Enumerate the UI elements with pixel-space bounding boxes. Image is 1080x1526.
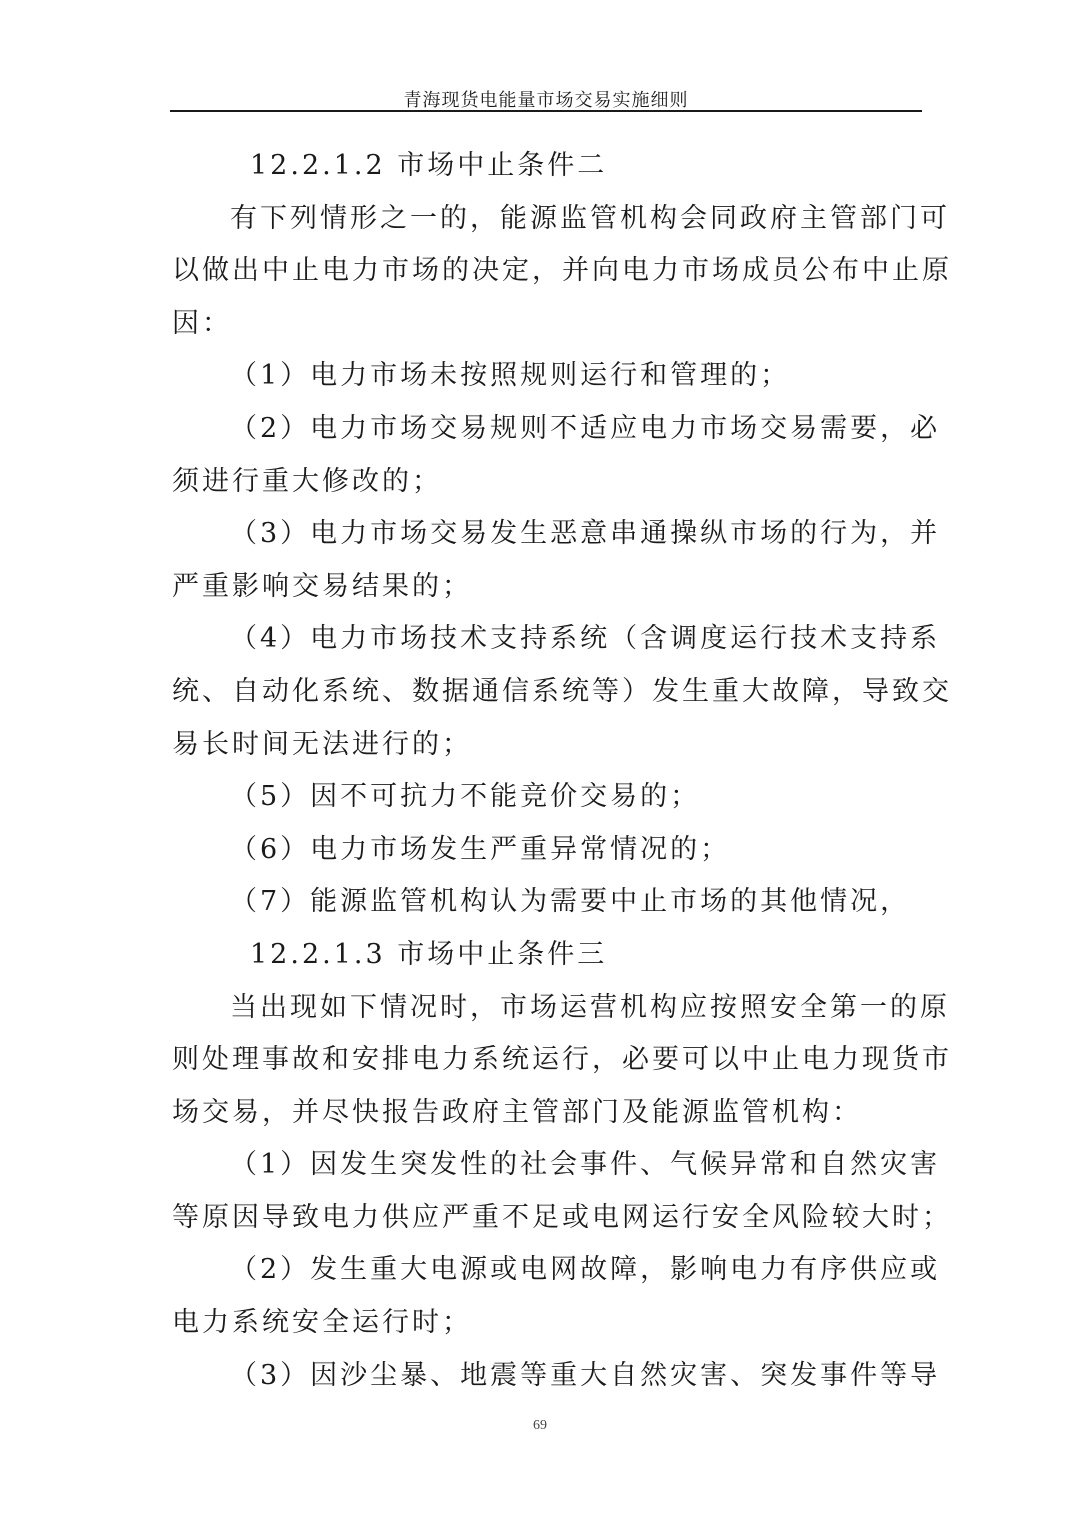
text-line: 等原因导致电力供应严重不足或电网运行安全风险较大时； bbox=[172, 1201, 952, 1233]
text-line: （5）因不可抗力不能竞价交易的； bbox=[230, 781, 701, 813]
text-line: 易长时间无法进行的； bbox=[172, 728, 472, 760]
text-line: 严重影响交易结果的； bbox=[172, 570, 472, 602]
text-line: 当出现如下情况时，市场运营机构应按照安全第一的原 bbox=[230, 991, 950, 1023]
text-line: （2）发生重大电源或电网故障，影响电力有序供应或 bbox=[230, 1254, 941, 1286]
section-heading: 12.2.1.2 市场中止条件二 bbox=[250, 150, 608, 181]
text-line: （4）电力市场技术支持系统（含调度运行技术支持系 bbox=[230, 623, 941, 655]
text-line: （3）因沙尘暴、地震等重大自然灾害、突发事件等导 bbox=[230, 1359, 941, 1391]
header-divider bbox=[170, 110, 922, 112]
text-line: 场交易，并尽快报告政府主管部门及能源监管机构： bbox=[172, 1096, 862, 1128]
text-line: （6）电力市场发生严重异常情况的； bbox=[230, 833, 731, 865]
text-line: （7）能源监管机构认为需要中止市场的其他情况， bbox=[230, 886, 911, 918]
text-line: 因： bbox=[172, 307, 232, 339]
text-line: （3）电力市场交易发生恶意串通操纵市场的行为，并 bbox=[230, 518, 941, 550]
section-heading: 12.2.1.3 市场中止条件三 bbox=[250, 938, 608, 970]
text-line: （1）电力市场未按照规则运行和管理的； bbox=[230, 360, 791, 392]
page-number: 69 bbox=[533, 1418, 547, 1433]
text-line: 以做出中止电力市场的决定，并向电力市场成员公布中止原 bbox=[172, 255, 952, 287]
document-body bbox=[172, 140, 952, 1402]
text-line: 有下列情形之一的，能源监管机构会同政府主管部门可 bbox=[230, 202, 950, 234]
text-line: 统、自动化系统、数据通信系统等）发生重大故障，导致交 bbox=[172, 675, 952, 707]
running-header: 青海现货电能量市场交易实施细则 bbox=[403, 90, 689, 111]
text-line: 须进行重大修改的； bbox=[172, 465, 442, 497]
text-line: 电力系统安全运行时； bbox=[172, 1307, 472, 1339]
text-line: 则处理事故和安排电力系统运行，必要可以中止电力现货市 bbox=[172, 1044, 952, 1076]
text-line: （1）因发生突发性的社会事件、气候异常和自然灾害 bbox=[230, 1149, 941, 1181]
text-line: （2）电力市场交易规则不适应电力市场交易需要，必 bbox=[230, 412, 941, 444]
